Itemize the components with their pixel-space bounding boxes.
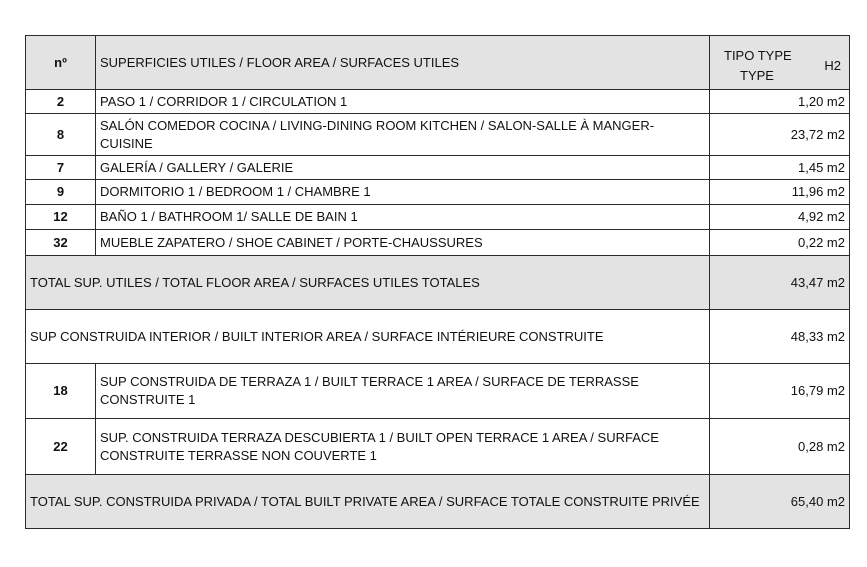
table-row — [26, 180, 850, 205]
row-desc: SALÓN COMEDOR COCINA / LIVING-DINING ROOM KITCHEN / SALON-SALLE À MANGER-CUISINE — [96, 114, 710, 156]
header-description: SUPERFICIES UTILES / FLOOR AREA / SURFACES UTILES — [96, 36, 710, 90]
header-type-line1: TIPO TYPE — [724, 47, 792, 63]
header-row — [26, 36, 850, 90]
row-desc: BAÑO 1 / BATHROOM 1/ SALLE DE BAIN 1 — [96, 205, 710, 230]
terrace-desc: SUP CONSTRUIDA DE TERRAZA 1 / BUILT TERRACE 1 AREA / SURFACE DE TERRASSE CONSTRUITE 1 — [96, 364, 710, 419]
row-num: 8 — [26, 114, 96, 156]
total-useful-label: TOTAL SUP. UTILES / TOTAL FLOOR AREA / SURFACES UTILES TOTALES — [26, 256, 710, 310]
total-private-value: 65,40 m2 — [710, 475, 850, 529]
terrace-value: 0,28 m2 — [710, 419, 850, 475]
row-value: 1,20 m2 — [710, 90, 850, 114]
total-private-row — [26, 475, 850, 529]
row-value: 1,45 m2 — [710, 156, 850, 180]
built-interior-value: 48,33 m2 — [710, 310, 850, 364]
total-useful-value: 43,47 m2 — [710, 256, 850, 310]
row-num: 32 — [26, 230, 96, 256]
table-row — [26, 90, 850, 114]
row-desc: DORMITORIO 1 / BEDROOM 1 / CHAMBRE 1 — [96, 180, 710, 205]
row-desc: MUEBLE ZAPATERO / SHOE CABINET / PORTE-CHAUSSURES — [96, 230, 710, 256]
header-type — [710, 36, 850, 90]
header-type-line2: TYPE — [740, 67, 774, 83]
header-num: nº — [26, 36, 96, 90]
row-value: 11,96 m2 — [710, 180, 850, 205]
floor-area-table — [25, 35, 850, 529]
row-num: 7 — [26, 156, 96, 180]
row-num: 9 — [26, 180, 96, 205]
total-useful-row — [26, 256, 850, 310]
row-value: 23,72 m2 — [710, 114, 850, 156]
terrace-row — [26, 364, 850, 419]
terrace-row — [26, 419, 850, 475]
built-interior-row — [26, 310, 850, 364]
table-row — [26, 205, 850, 230]
built-interior-label: SUP CONSTRUIDA INTERIOR / BUILT INTERIOR AREA / SURFACE INTÉRIEURE CONSTRUITE — [26, 310, 710, 364]
row-num: 2 — [26, 90, 96, 114]
row-desc: GALERÍA / GALLERY / GALERIE — [96, 156, 710, 180]
table-row — [26, 156, 850, 180]
row-value: 4,92 m2 — [710, 205, 850, 230]
table-row — [26, 230, 850, 256]
row-value: 0,22 m2 — [710, 230, 850, 256]
header-unit: H2 — [824, 57, 841, 73]
terrace-value: 16,79 m2 — [710, 364, 850, 419]
table-row — [26, 114, 850, 156]
row-num: 12 — [26, 205, 96, 230]
total-private-label: TOTAL SUP. CONSTRUIDA PRIVADA / TOTAL BUILT PRIVATE AREA / SURFACE TOTALE CONSTRUITE PRIVÉE — [26, 475, 710, 529]
terrace-desc: SUP. CONSTRUIDA TERRAZA DESCUBIERTA 1 / BUILT OPEN TERRACE 1 AREA / SURFACE CONSTRUITE TERRASSE NON COUVERTE 1 — [96, 419, 710, 475]
row-desc: PASO 1 / CORRIDOR 1 / CIRCULATION 1 — [96, 90, 710, 114]
terrace-num: 18 — [26, 364, 96, 419]
terrace-num: 22 — [26, 419, 96, 475]
